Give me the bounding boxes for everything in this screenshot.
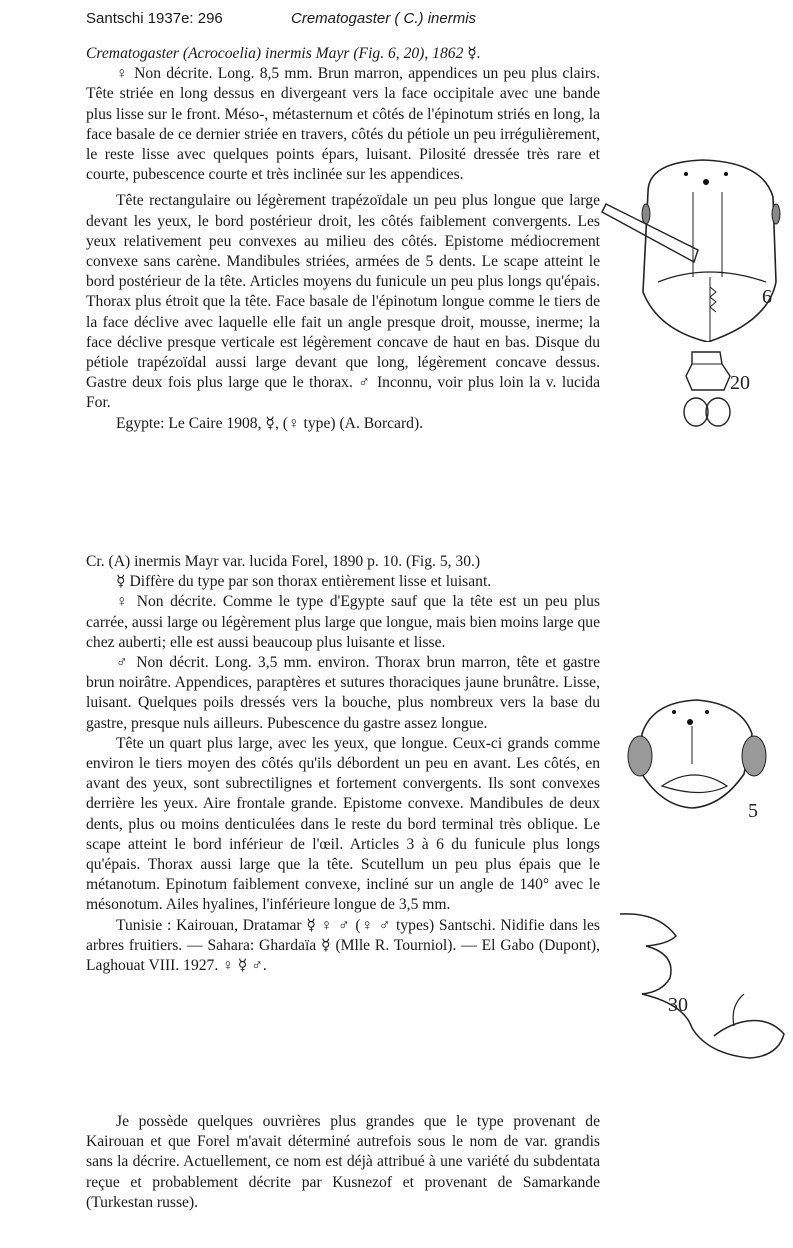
figure-30-label: 30: [668, 994, 688, 1016]
lucida-locality: Tunisie : Kairouan, Dratamar ☿ ♀ ♂ (♀ ♂ types) Santschi. Nidifie dans les arbres fruitiers. — Sahara: Ghardaïa ☿ (Mlle R. Tourniol). — El Gabo (Dupont), Laghouat VIII. 1927. ♀ ☿ ♂.: [86, 916, 600, 975]
section-grandis-note: [86, 1112, 600, 1213]
section-lucida: [86, 552, 600, 976]
figure-6-head: [598, 152, 788, 342]
worker-description: ☿ Diffère du type par son thorax entièrement lisse et luisant.: [116, 573, 492, 591]
variety-title: Cr. (A) inermis Mayr var. lucida Forel, 1890 p. 10. (Fig. 5, 30.): [86, 553, 481, 570]
page-header: [86, 10, 736, 34]
male-head-description: Tête un quart plus large, avec les yeux, que longue. Ceux-ci grands comme environ le tiers moyen des côtés qu'ils débordent un peu en avant. Les côtés, en avant des yeux, sont subrectilignes et fortement convergents. Ils sont convexes derrière les yeux. Aire frontale grande. Epistome convexe. Mandibules de deux dents, plus ou moins denticulées dans le reste du bord terminal très oblique. Le scape atteint le bord inférieur de l'œil. Articles 3 à 6 du funicule plus longs qu'épais. Thorax aussi large que la tête. Scutellum un peu plus épais que le métanotum. Epinotum faiblement convexe, incliné sur un angle de 140° avec le mésonotum. Ailes hyalines, l'inférieure longue de 3,5 mm.: [86, 734, 600, 914]
head-description: Tête rectangulaire ou légèrement trapézoïdale un peu plus longue que large devant les yeux, le bord postérieur droit, les côtés faiblement convergents. Les yeux relativement peu convexes au milieu des côtés. Epistome médiocrement convexe sans carène. Mandibules striées, armées de 5 dents. Le scape atteint le bord postérieur de la tête. Articles moyens du funicule un peu plus longs qu'épais. Thorax plus étroit que la tête. Face basale de l'épinotum longue comme le tiers de la face déclive avec laquelle elle fait un angle presque droit, mousse, inerme; la face déclive presque verticale est légèrement concave de haut en bas. Disque du pétiole trapézoïdal aussi large devant que long, légèrement concave dessus. Gastre deux fois plus large que le thorax. ♂ Inconnu, voir plus loin la v. lucida For.: [86, 192, 600, 412]
figure-5-label: 5: [748, 800, 758, 822]
figure-6-label: 6: [762, 286, 772, 308]
grandis-note: Je possède quelques ouvrières plus grandes que le type provenant de Kairouan et que Forel m'avait déterminé autrefois sous le nom de var. grandis sans la décrire. Actuellement, ce nom est déjà attribué à une variété du subdentata reçue et probablement décrite par Kusnezof et provenant de Samarkande (Turkestan russe).: [86, 1113, 600, 1211]
figure-30-profile: [618, 908, 793, 1068]
figure-30-drawing: [618, 908, 793, 1068]
figure-20-label: 20: [730, 372, 750, 394]
section-inermis: [86, 44, 600, 434]
female-description: ♀ Non décrite. Long. 8,5 mm. Brun marron, appendices un peu plus clairs. Tête striée en long dessus en divergeant vers la face occipitale avec une bande plus lisse sur le front. Méso-, métasternum et côtés de l'épinotum striés en long, la face basale de ce dernier striée en travers, côtés du pétiole un peu irrégulièrement, le reste lisse avec quelques points épars, luisant. Pilosité dressée très rare et courte, pubescence courte et très inclinée sur les appendices.: [86, 65, 600, 184]
citation: Santschi 1937e: 296: [86, 10, 223, 27]
figure-5-head: [612, 694, 772, 814]
type-locality: Egypte: Le Caire 1908, ☿, (♀ type) (A. Borcard).: [116, 414, 424, 432]
species-title: Crematogaster (Acrocoelia) inermis Mayr (Fig. 6, 20), 1862 ☿.: [86, 45, 481, 62]
figure-6-drawing: [598, 152, 788, 342]
running-title: Crematogaster ( C.) inermis: [291, 10, 477, 27]
figure-5-drawing: [612, 694, 772, 814]
male-description: ♂ Non décrit. Long. 3,5 mm. environ. Thorax brun marron, tête et gastre brun noirâtre. Appendices, paraptères et sutures thoraciques jaune brunâtre. Lisse, luisant. Quelques poils dressés vers la bouche, plus nombreux vers la base du gastre, presque nuls ailleurs. Pubescence du gastre assez longue.: [86, 654, 600, 732]
female-description-lucida: ♀ Non décrite. Comme le type d'Egypte sauf que la tête est un peu plus carrée, aussi large ou légèrement plus large que longue, mais bien moins large que chez auberti; elle est aussi beaucoup plus luisante et lisse.: [86, 593, 600, 651]
